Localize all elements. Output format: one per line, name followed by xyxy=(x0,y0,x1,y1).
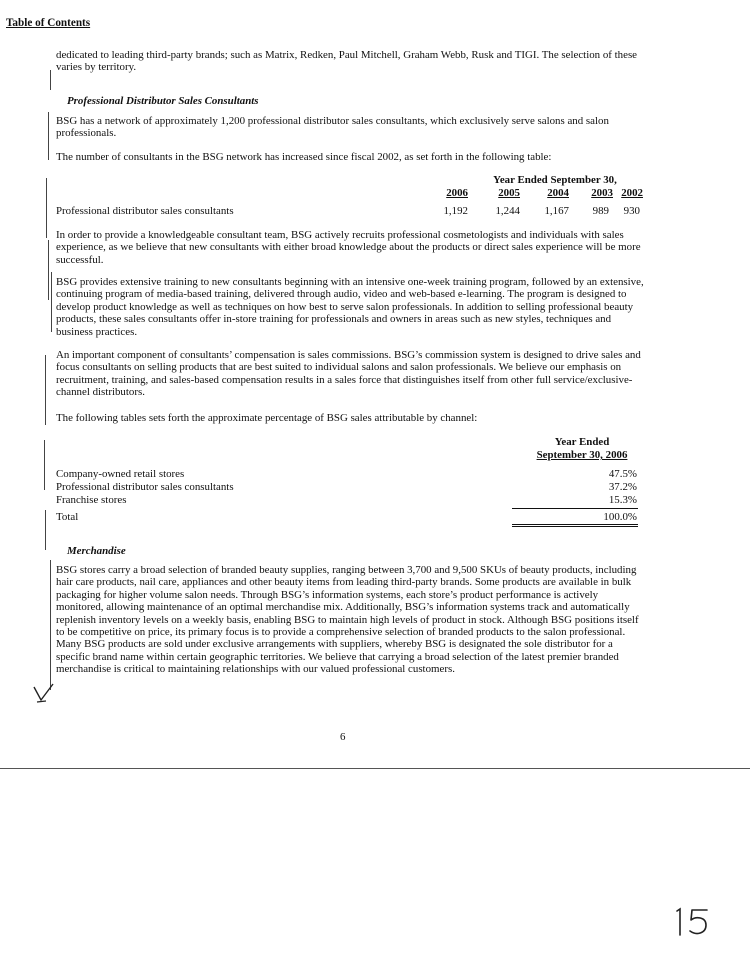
year-header-2004: 2004 xyxy=(547,187,569,199)
consultants-value-2002: 930 xyxy=(623,205,640,217)
channel-header-line1: Year Ended xyxy=(554,436,610,448)
merchandise-heading: Merchandise xyxy=(67,545,126,557)
consultants-table-group-header: Year Ended September 30, xyxy=(493,174,617,186)
channel-row-label: Franchise stores xyxy=(56,494,127,506)
margin-ink-line xyxy=(46,178,47,238)
compensation-paragraph: An important component of consultants’ compensation is sales commissions. BSG’s commission system is designed to drive sales and focus consultants on selling products that are best suited to individual salons and salon professionals. We believe our emphasis on recruitment, training, and sales-based compensation results in a sales force that distinguishes itself from other full service/exclusive-channel distributors. xyxy=(56,349,641,399)
channel-total-label: Total xyxy=(56,511,79,523)
merchandise-paragraph: BSG stores carry a broad selection of branded beauty supplies, ranging between 3,700 and 9,500 SKUs of beauty products, including hair care products, nail care, appliances and other beauty items from leading third-party brands. Some products are available in bulk packaging for higher volume salon needs. Through BSG’s information systems, each store’s product performance is actively monitored, allowing maintenance of an optimal merchandise mix. Additionally, BSG’s information systems track and automatically replenish inventory levels on a weekly basis, enabling BSG to maintain high levels of product in stock. Although BSG positions itself to be competitive on price, its primary focus is to provide a comprehensive selection of branded products to the salon professional. Many BSG products are sold under exclusive arrangements with suppliers, whereby BSG is designated the sole distributor for a specific brand name within certain geographic territories. We believe that carrying a broad selection of the latest premier branded merchandise is critical to maintaining relationships with our valued professional customers. xyxy=(56,564,639,676)
year-header-2005: 2005 xyxy=(498,187,520,199)
consultants-row-label: Professional distributor sales consultants xyxy=(56,205,234,217)
channel-total-rule xyxy=(512,508,638,509)
consultants-value-2006: 1,192 xyxy=(443,205,468,217)
margin-ink-line xyxy=(45,510,46,550)
margin-ink-line xyxy=(48,240,49,300)
channel-row-label: Professional distributor sales consultants xyxy=(56,481,234,493)
table-of-contents-link[interactable]: Table of Contents xyxy=(6,17,91,29)
pdsc-paragraph-1: BSG has a network of approximately 1,200 professional distributor sales consultants, which exclusively serve salons and salon professionals. xyxy=(56,115,609,140)
margin-ink-line xyxy=(48,112,49,160)
consultants-value-2004: 1,167 xyxy=(544,205,569,217)
margin-ink-line xyxy=(50,560,51,690)
margin-ink-line xyxy=(51,272,52,332)
pdsc-paragraph-2: The number of consultants in the BSG network has increased since fiscal 2002, as set forth in the following table: xyxy=(56,151,552,163)
year-header-2006: 2006 xyxy=(446,187,468,199)
consultants-value-2003: 989 xyxy=(592,205,609,217)
year-header-2002: 2002 xyxy=(621,187,643,199)
channel-total-double-rule xyxy=(512,524,638,527)
page-divider xyxy=(0,768,750,769)
channel-row-label: Company-owned retail stores xyxy=(56,468,185,480)
channel-total-value: 100.0% xyxy=(603,511,637,523)
year-header-2003: 2003 xyxy=(591,187,613,199)
margin-ink-line xyxy=(44,440,45,490)
channel-row-value: 37.2% xyxy=(608,481,637,493)
channel-header-line2: September 30, 2006 xyxy=(536,449,628,461)
recruiting-paragraph: In order to provide a knowledgeable consultant team, BSG actively recruits professional cosmetologists and individuals with sales experience, as we believe that new consultants with either broad knowledge about the products or direct sales experience will be more successful. xyxy=(56,229,641,266)
pdsc-heading: Professional Distributor Sales Consultants xyxy=(67,95,259,107)
checkmark-icon xyxy=(32,683,56,705)
consultants-value-2005: 1,244 xyxy=(495,205,520,217)
margin-ink-line xyxy=(45,355,46,425)
page-number: 6 xyxy=(340,731,346,743)
channel-row-value: 15.3% xyxy=(608,494,637,506)
channel-intro-paragraph: The following tables sets forth the approximate percentage of BSG sales attributable by channel: xyxy=(56,412,478,424)
channel-row-value: 47.5% xyxy=(608,468,637,480)
handwritten-page-number xyxy=(672,905,716,939)
intro-paragraph: dedicated to leading third-party brands; such as Matrix, Redken, Paul Mitchell, Graham Webb, Rusk and TIGI. The selection of these varies by territory. xyxy=(56,49,638,74)
margin-ink-line xyxy=(50,70,51,90)
training-paragraph: BSG provides extensive training to new consultants beginning with an intensive one-week training program, followed by an extensive, continuing program of media-based training, delivered through audio, video and web-based e-learning. The program is designed to develop product knowledge as well as techniques on how best to serve salon professionals. In addition to selling professional beauty products, these sales consultants offer in-store training for professionals and owners in areas such as new styles, techniques and business practices. xyxy=(56,276,644,338)
